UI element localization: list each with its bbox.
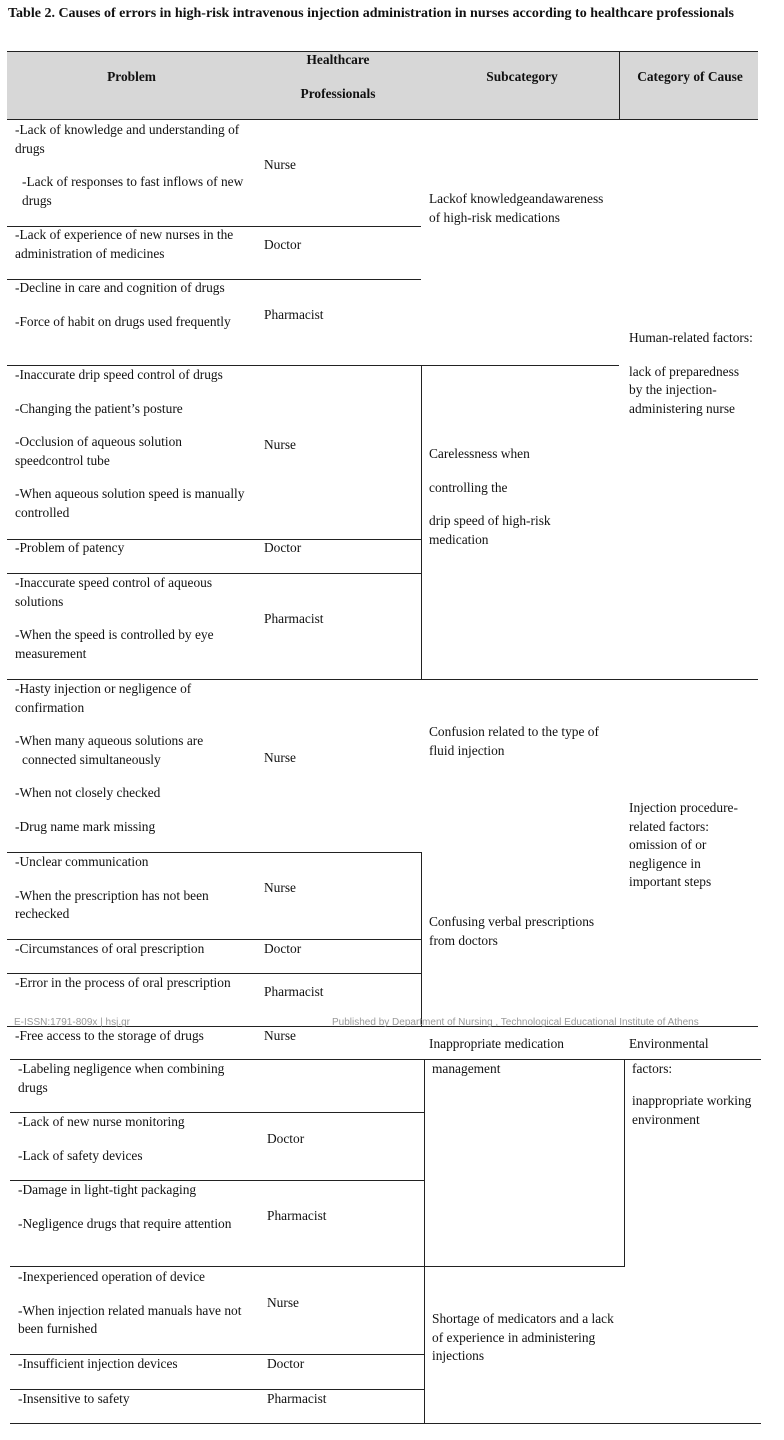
problem-cell — [18, 1390, 256, 1409]
problem-item: -When aqueous solution speed is manually controlled — [15, 486, 245, 520]
problem-cell — [15, 366, 253, 522]
professional-cell: Doctor — [264, 237, 302, 252]
problem-cell — [18, 1060, 256, 1097]
problem-item: -Occlusion of aqueous solution speedcontrol tube — [15, 434, 182, 468]
subcategory-cell: Shortage of medicators and a lack of experience in administering injections — [432, 1311, 614, 1363]
problem-item: -Inaccurate speed control of aqueous solutions — [15, 575, 213, 609]
category-cell — [629, 1035, 754, 1129]
problem-item: -Drug name mark missing — [15, 818, 156, 834]
problem-item: -When not closely checked — [15, 785, 161, 800]
problem-item: -Inaccurate drip speed control of drugs — [15, 367, 223, 382]
footer-issn: E-ISSN:1791-809x | hsj.gr — [14, 1017, 130, 1028]
subcategory-line: management — [432, 1060, 501, 1076]
problem-item: -Labeling negligence when combining drugs — [18, 1061, 225, 1095]
table-bottom-rule — [10, 1423, 761, 1424]
category-line: factors: — [632, 1060, 673, 1076]
table-title: Table 2. Causes of errors in high-risk intravenous injection administration in nurses according to healthcare professionals — [8, 6, 734, 21]
problem-item: -Changing the patient’s posture — [15, 400, 183, 416]
problem-item: -Insufficient injection devices — [18, 1356, 178, 1371]
professional-cell: Nurse — [264, 750, 296, 765]
subcategory-line: drip speed of high-risk medication — [429, 513, 551, 547]
subcategory-line: Carelessness when — [429, 446, 530, 461]
category-cell: Injection procedure-related factors: omission of or negligence in important steps — [629, 800, 738, 889]
professional-cell: Doctor — [267, 1131, 305, 1146]
problem-item: -Lack of safety devices — [18, 1147, 143, 1163]
category-cell — [629, 329, 754, 418]
professional-cell: Pharmacist — [264, 307, 324, 322]
professional-cell: Nurse — [264, 880, 296, 895]
problem-item: -Free access to the storage of drugs — [15, 1028, 204, 1043]
problem-cell — [18, 1181, 256, 1233]
problem-cell — [15, 121, 253, 210]
problem-cell — [15, 279, 253, 331]
problem-item: -Inexperienced operation of device — [18, 1269, 205, 1284]
column-rule — [619, 52, 620, 120]
problem-item: -Problem of patency — [15, 540, 125, 555]
subcategory-cell: Lackof knowledgeandawareness of high-risk medications — [429, 191, 604, 225]
header-bottom-rule — [7, 119, 758, 120]
problem-item: -When injection related manuals have not been furnished — [18, 1302, 242, 1336]
category-line: Human-related factors: — [629, 330, 753, 345]
subcategory-line: Inappropriate medication — [429, 1036, 564, 1051]
problem-item: -When many aqueous solutions are connected simultaneously — [15, 733, 204, 767]
professional-cell: Nurse — [264, 157, 296, 172]
footer-publisher: Published by Department of Nursing , Technological Educational Institute of Athens — [332, 1017, 699, 1028]
header-professionals-line2: Professionals — [300, 86, 376, 101]
problem-cell — [15, 680, 253, 836]
category-line: Environmental — [629, 1036, 709, 1051]
professional-cell: Nurse — [267, 1295, 299, 1310]
problem-item: -Damage in light-tight packaging — [18, 1182, 197, 1197]
column-rule — [421, 365, 422, 680]
header-category: Category of Cause — [637, 69, 743, 84]
problem-cell — [15, 574, 253, 663]
header-subcategory: Subcategory — [486, 69, 558, 84]
problem-item: -Error in the process of oral prescription — [15, 975, 231, 990]
subcategory-cell: Confusing verbal prescriptions from doctors — [429, 914, 595, 948]
column-rule — [421, 852, 422, 1027]
problem-cell — [15, 1027, 253, 1046]
problem-cell — [15, 940, 253, 959]
professional-cell: Doctor — [267, 1356, 305, 1371]
page-footer — [14, 1017, 758, 1028]
problem-cell — [18, 1113, 256, 1165]
professional-cell: Nurse — [264, 437, 296, 452]
problem-cell — [15, 974, 253, 993]
problem-cell — [15, 853, 253, 924]
problem-cell — [15, 539, 253, 558]
professional-cell: Pharmacist — [264, 611, 324, 626]
header-professionals-line1: Healthcare — [306, 52, 370, 67]
column-rule — [624, 1059, 625, 1267]
subcategory-cell — [429, 445, 609, 549]
category-line: inappropriate working environment — [632, 1093, 752, 1127]
subcategory-cell — [429, 1035, 619, 1078]
problem-item: -Lack of responses to fast inflows of new drugs — [22, 174, 244, 208]
problem-cell — [15, 226, 253, 263]
problem-item: -Hasty injection or negligence of confirmation — [15, 681, 192, 715]
subcategory-line: controlling the — [429, 479, 508, 495]
problem-item: -Circumstances of oral prescription — [15, 941, 205, 956]
problem-item: -Unclear communication — [15, 854, 149, 869]
professional-cell: Doctor — [264, 540, 302, 555]
problem-item: -When the speed is controlled by eye measurement — [15, 627, 214, 661]
problem-item: -Insensitive to safety — [18, 1391, 130, 1406]
column-rule — [424, 1059, 425, 1423]
problem-cell — [18, 1268, 256, 1339]
category-line: lack of preparedness by the injection-administering nurse — [629, 363, 740, 416]
problem-item: -Lack of knowledge and understanding of drugs — [15, 122, 240, 156]
problem-item: -Negligence drugs that require attention — [18, 1215, 232, 1231]
problem-item: -Force of habit on drugs used frequently — [15, 313, 231, 329]
subcategory-cell: Confusion related to the type of fluid injection — [429, 724, 599, 758]
professional-cell: Nurse — [264, 1028, 296, 1043]
problem-item: -Decline in care and cognition of drugs — [15, 280, 225, 295]
professional-cell: Doctor — [264, 941, 302, 956]
problem-item: -Lack of new nurse monitoring — [18, 1114, 185, 1129]
problem-item: -Lack of experience of new nurses in the administration of medicines — [15, 227, 234, 261]
professional-cell: Pharmacist — [267, 1208, 327, 1223]
problem-item: -When the prescription has not been rechecked — [15, 887, 209, 921]
problem-cell — [18, 1355, 256, 1374]
professional-cell: Pharmacist — [264, 984, 324, 999]
professional-cell: Pharmacist — [267, 1391, 327, 1406]
group-rule — [10, 1266, 624, 1267]
header-problem: Problem — [107, 69, 156, 84]
